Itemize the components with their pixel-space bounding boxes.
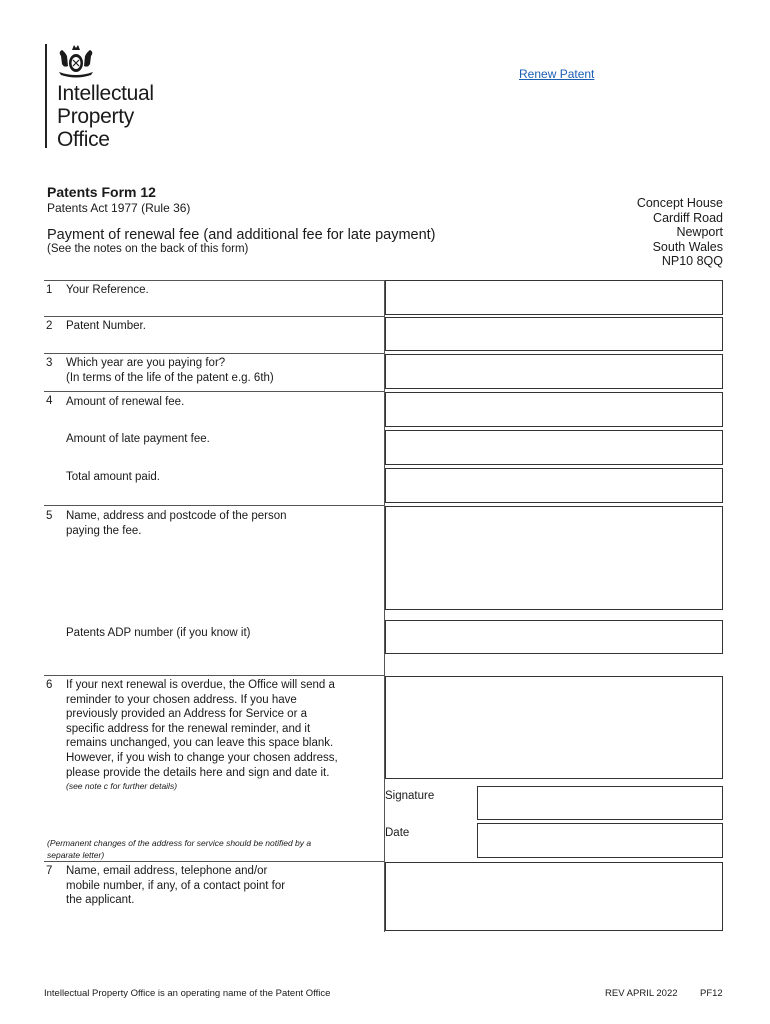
label-line: (In terms of the life of the patent e.g. 6th) xyxy=(66,371,274,384)
see-note-c: (see note c for further details) xyxy=(66,781,178,791)
row-divider xyxy=(44,391,384,392)
label-line: If your next renewal is overdue, the Office will send a xyxy=(66,679,335,691)
signature-label: Signature xyxy=(385,790,435,802)
renew-patent-link[interactable]: Renew Patent xyxy=(519,67,595,81)
question-number: 6 xyxy=(46,679,53,691)
total-paid-field[interactable] xyxy=(385,468,723,503)
office-address xyxy=(637,196,723,269)
label-line: Which year are you paying for? xyxy=(66,357,226,369)
question-number: 4 xyxy=(46,395,53,407)
label-line: Name, address and postcode of the person xyxy=(66,510,287,522)
patent-number-label: Patent Number. xyxy=(66,320,146,332)
row-divider xyxy=(44,675,384,676)
row-divider xyxy=(44,353,384,354)
logo-divider xyxy=(45,44,47,148)
payment-year-field[interactable] xyxy=(385,354,723,389)
row-divider xyxy=(44,505,384,506)
contact-point-label xyxy=(66,864,285,908)
form-code: PF12 xyxy=(700,988,723,999)
question-number: 7 xyxy=(46,865,53,877)
label-line: please provide the details here and sign and date it. xyxy=(66,766,330,779)
note-line: separate letter) xyxy=(47,850,105,860)
permanent-changes-note xyxy=(47,837,311,861)
logo-wordmark xyxy=(57,82,154,151)
revision-label: REV APRIL 2022 xyxy=(605,988,678,999)
label-line: remains unchanged, you can leave this space blank. xyxy=(66,737,334,750)
row-divider xyxy=(44,861,384,862)
adp-number-label: Patents ADP number (if you know it) xyxy=(66,627,251,639)
late-fee-field[interactable] xyxy=(385,430,723,465)
address-line: Concept House xyxy=(636,196,723,210)
label-line: paying the fee. xyxy=(66,524,142,537)
logo-line: Intellectual xyxy=(57,82,154,105)
address-line: South Wales xyxy=(652,239,723,254)
late-fee-label: Amount of late payment fee. xyxy=(66,433,210,445)
label-line: specific address for the renewal reminder, and it xyxy=(66,722,311,735)
label-line: previously provided an Address for Service or a xyxy=(66,708,307,721)
royal-crest-icon xyxy=(55,42,97,78)
question-number: 2 xyxy=(46,320,53,332)
label-line: reminder to your chosen address. If you have xyxy=(66,693,297,706)
logo-line: Property xyxy=(57,105,134,128)
payer-details-field[interactable] xyxy=(385,506,723,610)
label-line: the applicant. xyxy=(66,894,135,907)
date-field[interactable] xyxy=(477,823,723,858)
date-label: Date xyxy=(385,827,410,839)
question-number: 3 xyxy=(46,357,53,369)
form-heading: Payment of renewal fee (and additional fee for late payment) xyxy=(47,227,436,243)
question-number: 1 xyxy=(46,284,53,296)
question-number: 5 xyxy=(46,510,53,522)
address-line: Newport xyxy=(676,225,723,240)
reminder-address-label xyxy=(66,678,338,780)
renewal-fee-label: Amount of renewal fee. xyxy=(66,396,185,408)
renewal-fee-field[interactable] xyxy=(385,392,723,427)
your-reference-field[interactable] xyxy=(385,280,723,315)
form-act: Patents Act 1977 (Rule 36) xyxy=(47,201,191,215)
address-line: Cardiff Road xyxy=(653,210,723,225)
footer-note: Intellectual Property Office is an operating name of the Patent Office xyxy=(44,988,331,999)
row-divider xyxy=(44,316,384,317)
patent-number-field[interactable] xyxy=(385,317,723,351)
payment-year-label xyxy=(66,356,274,385)
reminder-address-field[interactable] xyxy=(385,676,723,779)
signature-field[interactable] xyxy=(477,786,723,820)
form-title: Patents Form 12 xyxy=(47,184,156,200)
note-line: (Permanent changes of the address for service should be notified by a xyxy=(47,838,312,848)
logo-line: Office xyxy=(57,128,110,151)
payer-details-label xyxy=(66,509,287,538)
total-paid-label: Total amount paid. xyxy=(66,471,160,483)
form-notes: (See the notes on the back of this form) xyxy=(47,243,249,255)
label-line: Name, email address, telephone and/or xyxy=(66,865,268,877)
your-reference-label: Your Reference. xyxy=(66,284,149,296)
label-line: mobile number, if any, of a contact point for xyxy=(66,879,286,892)
contact-point-field[interactable] xyxy=(385,862,723,931)
address-line: NP10 8QQ xyxy=(661,254,723,269)
adp-number-field[interactable] xyxy=(385,620,723,654)
label-line: However, if you wish to change your chosen address, xyxy=(66,751,338,764)
